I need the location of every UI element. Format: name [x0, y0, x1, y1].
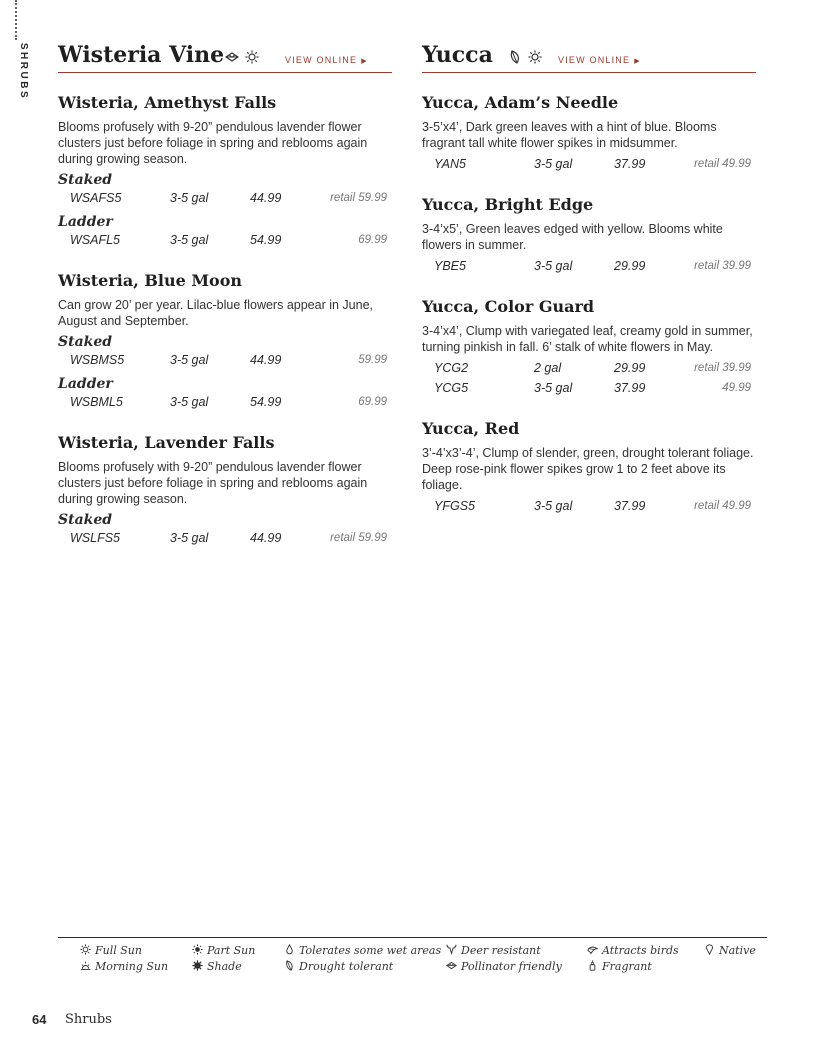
- legend-item: [704, 944, 756, 957]
- price-row-sku: WSLFS5: [70, 531, 121, 545]
- legend-item: [284, 944, 441, 957]
- price-row: [58, 393, 392, 413]
- price-row-price: 37.99: [614, 499, 646, 513]
- drought-icon: [508, 50, 522, 69]
- price-row-sku: YFGS5: [434, 499, 475, 513]
- price-row-retail: retail 59.99: [330, 192, 387, 204]
- variant-label: Ladder: [58, 214, 113, 230]
- legend-item: [587, 960, 652, 973]
- legend-label: Drought tolerant: [299, 960, 394, 973]
- price-row-sku: YBE5: [434, 259, 466, 273]
- price-row-price: 44.99: [250, 191, 282, 205]
- legend-item: [80, 944, 142, 957]
- price-row-size: 2 gal: [534, 361, 562, 375]
- plant-description: Blooms profusely with 9-20” pendulous lavender flower clusters just before foliage in spring and reblooms again during growing season.: [58, 120, 368, 166]
- plant-description: 3-5’x4’, Dark green leaves with a hint of blue. Blooms fragrant tall white flower spikes in midsummer.: [422, 120, 717, 150]
- price-row-price: 44.99: [250, 353, 282, 367]
- plant-description: Blooms profusely with 9-20” pendulous lavender flower clusters just before foliage in spring and reblooms again during growing season.: [58, 460, 368, 506]
- price-row-price: 37.99: [614, 157, 646, 171]
- view-online-link[interactable]: [285, 55, 368, 65]
- legend-label: Fragrant: [602, 960, 652, 973]
- legend-item: [446, 960, 562, 973]
- plant-name: Yucca, Bright Edge: [422, 195, 594, 214]
- price-row-size: 3-5 gal: [170, 531, 209, 545]
- price-row-retail: retail 39.99: [694, 260, 751, 272]
- price-row: [422, 379, 756, 399]
- price-row-size: 3-5 gal: [170, 395, 209, 409]
- sun-icon: [80, 944, 95, 957]
- plant-name: Wisteria, Amethyst Falls: [58, 93, 277, 112]
- legend-label: Full Sun: [95, 944, 142, 957]
- plant-entry: [58, 433, 392, 549]
- price-row: [58, 529, 392, 549]
- legend-item: [80, 960, 168, 973]
- price-row-sku: YAN5: [434, 157, 466, 171]
- side-tab: [8, 0, 30, 110]
- price-row-size: 3-5 gal: [534, 157, 573, 171]
- pollinator-icon: [225, 50, 239, 69]
- side-tab-dots: [15, 0, 17, 40]
- legend-label: Part Sun: [207, 944, 256, 957]
- view-online-label: VIEW ONLINE: [558, 55, 631, 65]
- plant-name: Yucca, Adam’s Needle: [422, 93, 619, 112]
- price-row-retail: 69.99: [358, 234, 387, 246]
- sun-icon: [528, 50, 542, 69]
- legend-item: [587, 944, 679, 957]
- price-row-size: 3-5 gal: [170, 191, 209, 205]
- plant-entry: [422, 93, 756, 175]
- fragrant-icon: [587, 960, 602, 973]
- plant-description: 3-4’x4’, Clump with variegated leaf, creamy gold in summer, turning pinkish in fall. 6’ stalk of white flowers in May.: [422, 324, 753, 354]
- arrow-right-icon: ▶: [361, 58, 368, 65]
- shade-icon: [192, 960, 207, 973]
- legend-item: [446, 944, 541, 957]
- plant-description: 3-4’x5’, Green leaves edged with yellow. Blooms white flowers in summer.: [422, 222, 723, 252]
- deer-icon: [446, 944, 461, 957]
- pollinator-icon: [446, 960, 461, 973]
- section-header: [422, 42, 756, 73]
- morning-sun-icon: [80, 960, 95, 973]
- variant-label: Staked: [58, 172, 113, 188]
- section-wisteria-vine: [58, 42, 392, 549]
- price-row-size: 3-5 gal: [534, 381, 573, 395]
- legend-label: Tolerates some wet areas: [299, 944, 442, 957]
- native-icon: [704, 944, 719, 957]
- price-row-retail: retail 49.99: [694, 500, 751, 512]
- plant-name: Wisteria, Lavender Falls: [58, 433, 275, 452]
- bird-icon: [587, 944, 602, 957]
- price-row-sku: WSAFS5: [70, 191, 122, 205]
- price-row-sku: WSAFL5: [70, 233, 121, 247]
- price-row-size: 3-5 gal: [170, 353, 209, 367]
- price-row: [422, 497, 756, 517]
- price-row-price: 37.99: [614, 381, 646, 395]
- price-row-retail: retail 39.99: [694, 362, 751, 374]
- drought-icon: [284, 960, 299, 973]
- plant-entry: [422, 419, 756, 517]
- plant-name: Wisteria, Blue Moon: [58, 271, 243, 290]
- price-row-price: 29.99: [614, 361, 646, 375]
- plant-description: 3’-4’x3’-4’, Clump of slender, green, drought tolerant foliage. Deep rose-pink flower spikes grow 1 to 2 feet above its foliage.: [422, 446, 754, 492]
- legend-label: Pollinator friendly: [461, 960, 562, 973]
- price-row: [58, 231, 392, 251]
- price-row-size: 3-5 gal: [534, 499, 573, 513]
- plant-name: Yucca, Color Guard: [422, 297, 595, 316]
- plant-entry: [422, 195, 756, 277]
- section-yucca: [422, 42, 756, 517]
- legend-divider: [58, 937, 767, 938]
- price-row-sku: WSBML5: [70, 395, 123, 409]
- price-row-retail: 59.99: [358, 354, 387, 366]
- variant-label: Staked: [58, 512, 113, 528]
- plant-entry: [58, 93, 392, 251]
- view-online-link[interactable]: [558, 55, 641, 65]
- arrow-right-icon: ▶: [634, 58, 641, 65]
- price-row-price: 44.99: [250, 531, 282, 545]
- price-row: [58, 189, 392, 209]
- section-icons: [508, 50, 542, 69]
- price-row-retail: retail 59.99: [330, 532, 387, 544]
- legend-item: [284, 960, 393, 973]
- page-number: 64: [32, 1012, 47, 1027]
- legend-label: Shade: [207, 960, 242, 973]
- variant-label: Staked: [58, 334, 113, 350]
- price-row-price: 29.99: [614, 259, 646, 273]
- page-section-name: Shrubs: [65, 1012, 112, 1027]
- view-online-label: VIEW ONLINE: [285, 55, 358, 65]
- price-row: [422, 155, 756, 175]
- price-row-price: 54.99: [250, 395, 282, 409]
- price-row-size: 3-5 gal: [170, 233, 209, 247]
- price-row-sku: YCG5: [434, 381, 469, 395]
- sun-icon: [245, 50, 259, 69]
- legend-item: [192, 960, 242, 973]
- legend-label: Morning Sun: [95, 960, 169, 973]
- price-row-sku: YCG2: [434, 361, 469, 375]
- section-title: Wisteria Vine: [58, 42, 225, 68]
- price-row: [58, 351, 392, 371]
- price-row: [422, 257, 756, 277]
- price-row-price: 54.99: [250, 233, 282, 247]
- plant-name: Yucca, Red: [422, 419, 520, 438]
- price-row: [422, 359, 756, 379]
- legend-label: Attracts birds: [602, 944, 679, 957]
- side-tab-label: SHRUBS: [18, 42, 30, 101]
- wet-icon: [284, 944, 299, 957]
- plant-description: Can grow 20’ per year. Lilac-blue flowers appear in June, August and September.: [58, 298, 373, 328]
- plant-entry: [58, 271, 392, 413]
- icon-legend: [80, 944, 770, 984]
- variant-label: Ladder: [58, 376, 113, 392]
- price-row-sku: WSBMS5: [70, 353, 125, 367]
- legend-item: [192, 944, 255, 957]
- part-sun-icon: [192, 944, 207, 957]
- plant-entry: [422, 297, 756, 399]
- price-row-retail: 69.99: [358, 396, 387, 408]
- section-title: Yucca: [422, 42, 493, 68]
- price-row-retail: 49.99: [722, 382, 751, 394]
- legend-label: Native: [719, 944, 756, 957]
- price-row-size: 3-5 gal: [534, 259, 573, 273]
- section-icons: [225, 50, 259, 69]
- legend-label: Deer resistant: [461, 944, 541, 957]
- price-row-retail: retail 49.99: [694, 158, 751, 170]
- section-header: [58, 42, 392, 73]
